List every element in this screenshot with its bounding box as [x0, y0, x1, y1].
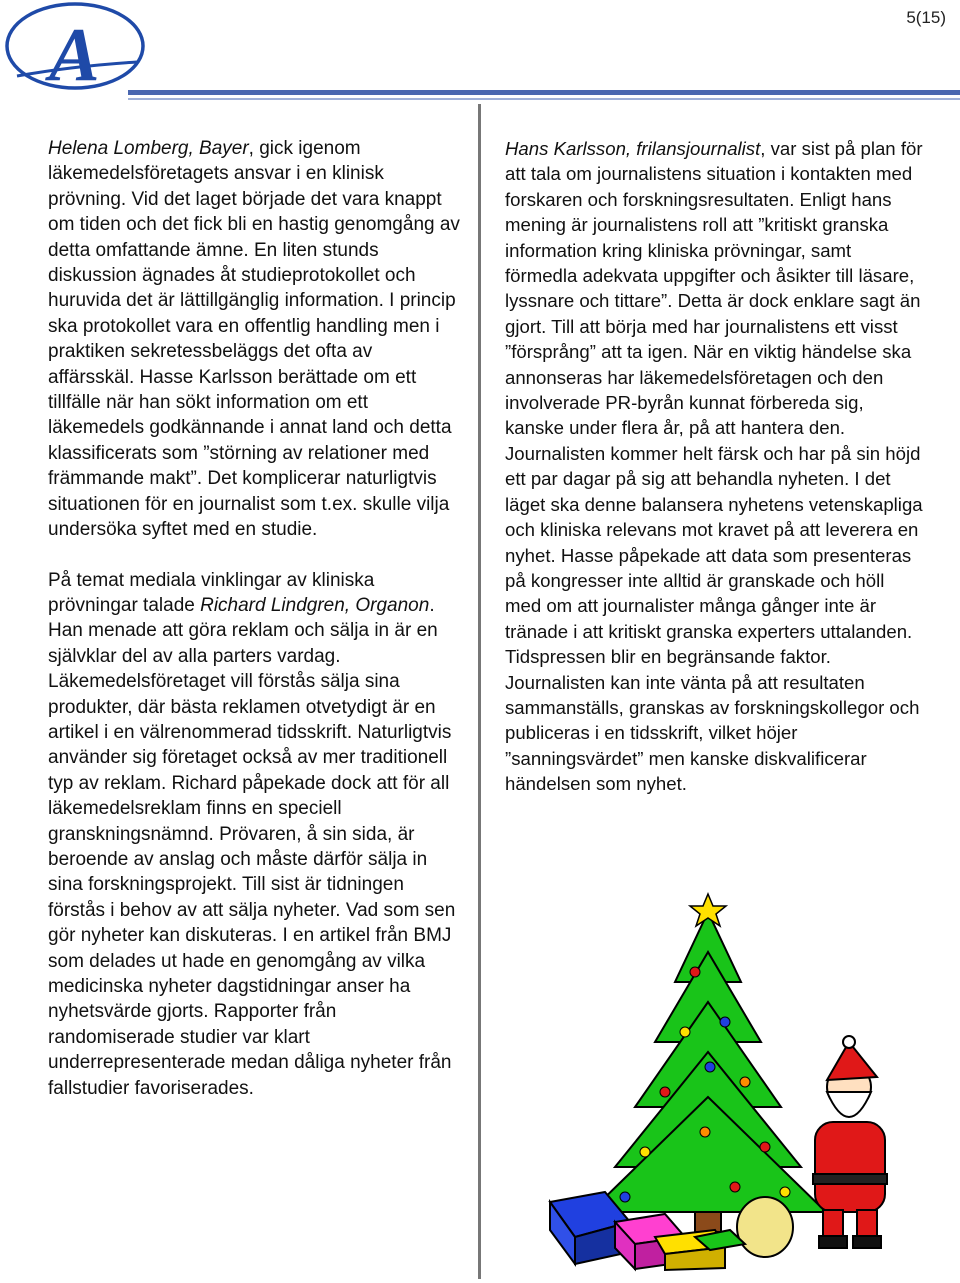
page-number: 5(15): [906, 8, 946, 27]
paragraph-lomberg: [48, 136, 460, 543]
column-divider: [478, 104, 481, 1279]
santa-beard: [827, 1092, 871, 1117]
paragraph-text: , gick igenom läkemedelsföretagets ansvar i en klinisk prövning. Vid det laget började det vara knappt om tiden och det fick bli en hastig genomgång av detta omfattande ämne. En liten stunds diskussion ägnades åt studieprotokollet och huruvida det är lättillgänglig information. I princip ska protokollet vara en offentlig handling men i praktiken sekretessbeläggs det ofta av affärsskäl. Hasse Karlsson berättade om ett tillfälle när han sökt information om ett läkemedels godkännande i annat land och detta klassificerats som ”störning av relationer med främmande makt”. Det komplicerar naturligtvis situationen för en journalist som t.ex. skulle vilja undersöka syftet med en studie.: [48, 138, 460, 541]
paragraph-lindgren: [48, 568, 460, 1102]
speaker-name: Helena Lomberg, Bayer: [48, 138, 249, 159]
right-column: [505, 136, 925, 797]
logo-letter: A: [49, 13, 100, 97]
speaker-name: Hans Karlsson, frilansjournalist: [505, 138, 761, 159]
santa-coat: [815, 1122, 885, 1212]
left-column: [48, 136, 460, 1101]
company-logo: [3, 0, 149, 97]
santa-boot: [819, 1236, 847, 1248]
santa-boot: [853, 1236, 881, 1248]
header-rule-thin: [128, 98, 960, 100]
paragraph-text: , var sist på plan för att tala om journalistens situation i kontakten med forskaren och forskningsresultaten. Enligt hans mening är journalistens roll att ”kritiskt granska information kring kliniska prövningar, samt förmedla adekvata uppgifter och åsikter till läsare, lyssnare och tittare”. Detta är dock enklare sagt än gjort. Till att börja med har journalistens ett visst ”försprång” att ta igen. När en viktig händelse ska annonseras har läkemedelsföretagen och den involverade PR-byrån kunnat förbereda sig, kanske under flera år, på att hantera den. Journalisten kommer helt färsk och har på sin höjd ett par dagar på sig att behandla nyheten. I det läget ska denne balansera nyhetens vetenskapliga och kliniska relevans mot kravet på att leverera en nyhet. Hasse påpekade att data som presenteras på kongresser inte alltid är granskade och höll med om att journalister många gånger inte är tränade i att kritiskt granska experters uttalanden. Tidspressen blir en begränsande faktor. Journalisten kan inte vänta på att resultaten sammanställs, granskas av forskningskollegor och publiceras i en tidsskrift, vilket höjer ”sanningsvärdet” men kanske diskvalificerar händelsen som nyhet.: [505, 138, 923, 795]
santa-belt: [813, 1174, 887, 1184]
speaker-name: Richard Lindgren, Organon: [200, 594, 430, 616]
paragraph-karlsson: [505, 136, 925, 797]
header-rule: [128, 90, 960, 95]
paragraph-text: På temat mediala vinklingar av kliniska prövningar talade: [48, 569, 375, 616]
christmas-illustration: [545, 892, 945, 1272]
gift-sack: [737, 1197, 793, 1257]
paragraph-text: . Han menade att göra reklam och sälja in är en självklar del av alla parters vardag. Läkemedelsföretaget vill förstås sälja sina produkter, där bästa reklamen otvetydigt är en artikel i en välrenommerad tidsskrift. Naturligtvis använder sig företaget också av mer traditionell typ av reklam. Richard påpekade dock att för all läkemedelsreklam finns en speciell granskningsnämnd. Prövaren, å sin sida, är beroende av anslag och måste därför sälja in sina forskningsprojekt. Till sist är tidningen förstås i behov av att sälja nyheter. Vad som sen gör nyheter kan diskuteras. I en artikel från BMJ som delades ut hade en genomgång av vilka medicinska nyheter dagstidningar anser ha nyhetsvärde gjorts. Rapporter från randomiserade studier var klart underrepresenterade medan dåliga nyheter från fallstudier favoriserades.: [48, 594, 456, 1099]
